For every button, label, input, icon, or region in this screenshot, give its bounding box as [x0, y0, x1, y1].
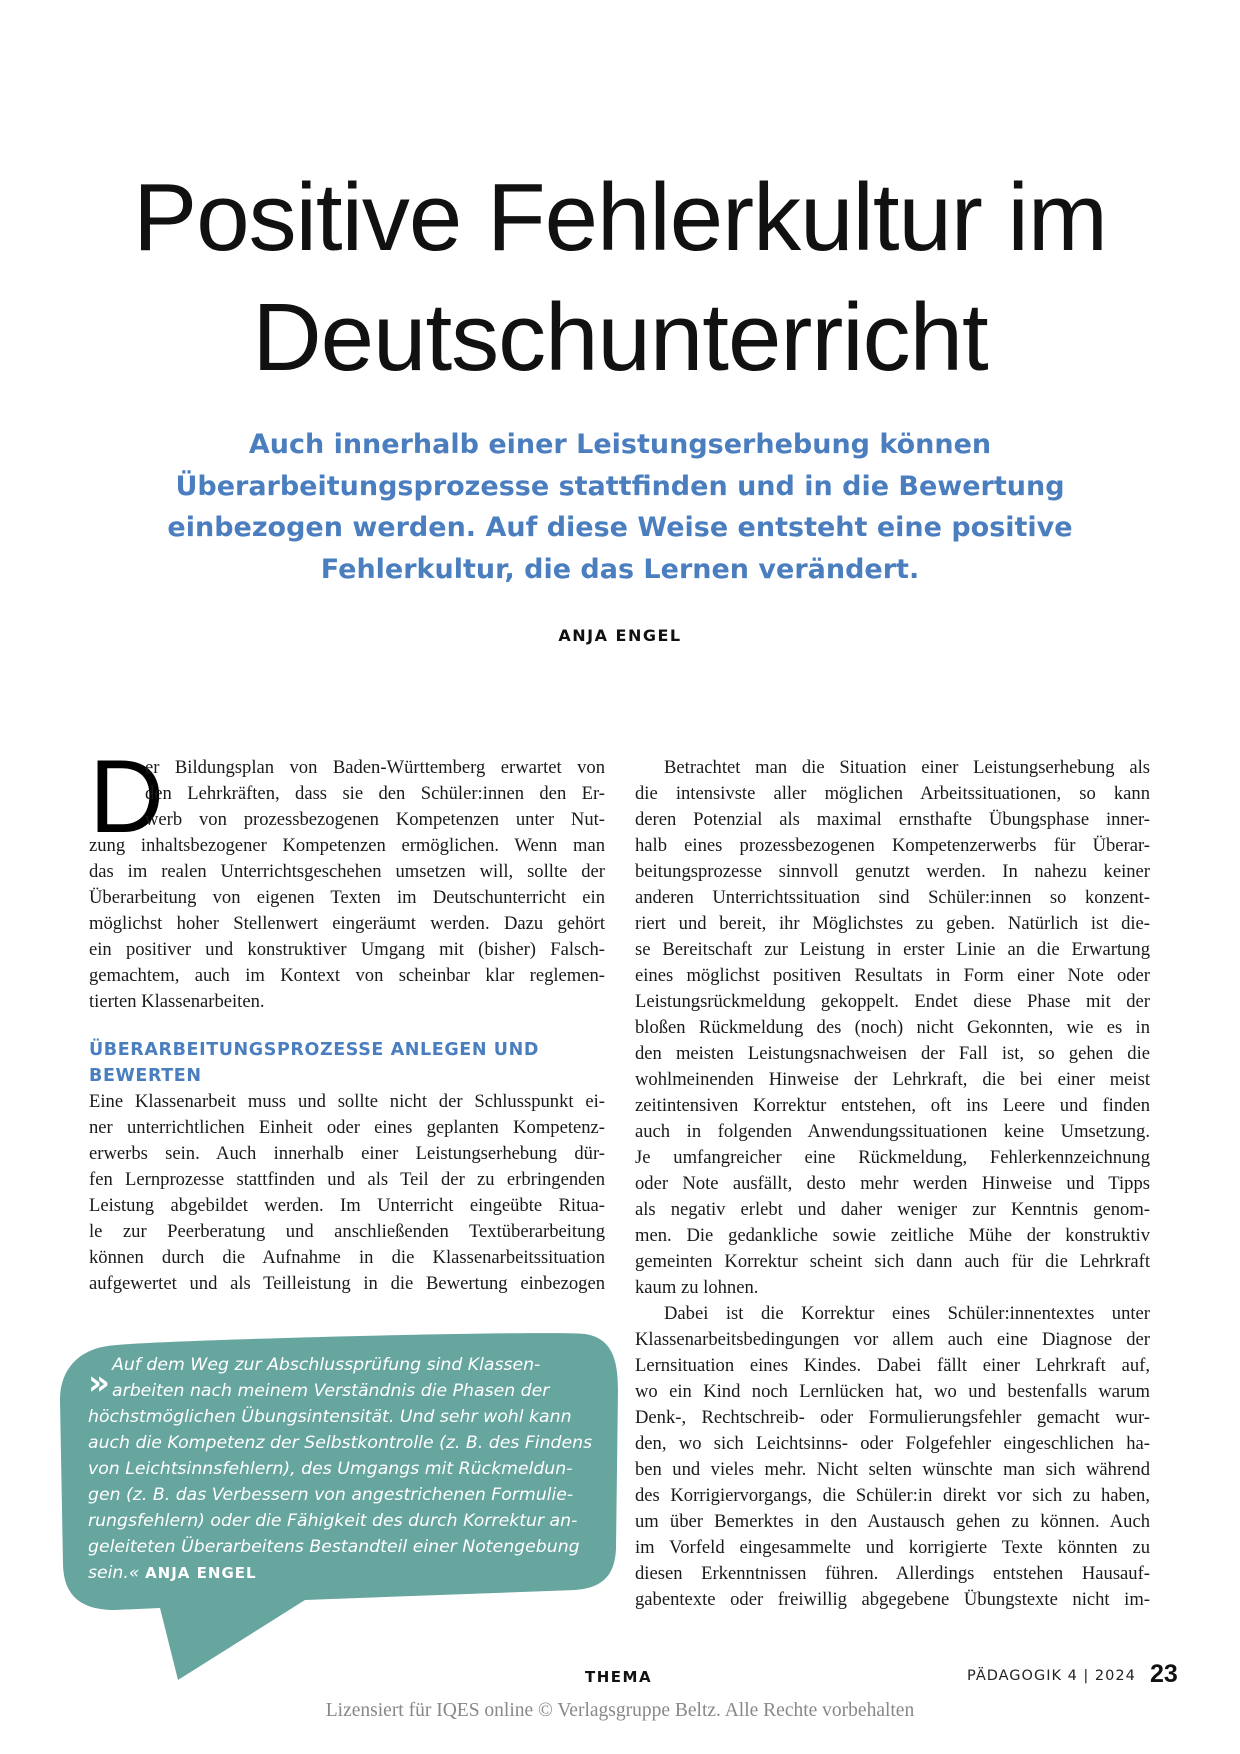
text-line: des Korrigiervorgangs, die Schüler:in direkt vor sich zu haben,	[635, 1485, 1150, 1506]
text-line: erwerbs sein. Auch innerhalb einer Leistungserhebung dür-	[89, 1143, 605, 1164]
text-line: ner unterrichtlichen Einheit oder eines geplanten Kompetenz-	[89, 1117, 605, 1138]
text-line: gemachtem, auch im Kontext von scheinbar klar reglemen-	[89, 965, 605, 986]
text-line: er Bildungsplan von Baden-Württemberg erwartet von	[145, 757, 605, 778]
quote-line: gen (z. B. das Verbessern von angestrichenen Formulie-	[88, 1485, 574, 1505]
text-line: im Vorfeld eingesammelte und korrigierte Texte könnten zu	[635, 1537, 1150, 1558]
text-line: le zur Peerberatung und anschließenden Textüberarbeitung	[89, 1221, 605, 1242]
quote-line: auch die Kompetenz der Selbstkontrolle (z. B. des Findens	[88, 1433, 593, 1453]
text-line: eines möglichst positiven Resultats in Form einer Note oder	[635, 965, 1150, 986]
text-line: men. Die gedankliche sowie zeitliche Mühe der konstruktiv	[635, 1225, 1150, 1246]
quote-open-icon: »	[88, 1363, 110, 1403]
page-number: 23	[1150, 1660, 1178, 1688]
quote-line: höchstmöglichen Übungsintensität. Und sehr wohl kann	[88, 1407, 572, 1427]
text-line: Lernsituation eines Kindes. Dabei fällt einer Lehrkraft auf,	[635, 1355, 1150, 1376]
text-line: ein positiver und konstruktiver Umgang mit (bisher) Falsch-	[89, 939, 605, 960]
text-line: ben und vieles mehr. Nicht selten wünschte man sich während	[635, 1459, 1150, 1480]
text-line: Denk-, Rechtschreib- oder Formulierungsfehler gemacht wur-	[635, 1407, 1150, 1428]
text-line: als negativ erlebt und daher weniger zur Kenntnis genom-	[635, 1199, 1150, 1220]
footer-magazine: PÄDAGOGIK 4 | 2024	[967, 1668, 1136, 1684]
text-line: anderen Unterrichtssituation sind Schüler:innen so konzent-	[635, 887, 1150, 908]
quote-line: arbeiten nach meinem Verständnis die Phasen der	[112, 1381, 550, 1401]
text-line: tierten Klassenarbeiten.	[89, 991, 265, 1012]
article-author: ANJA ENGEL	[558, 626, 682, 645]
quote-line: Auf dem Weg zur Abschlussprüfung sind Klassen-	[112, 1355, 541, 1375]
text-line: beitungsprozesse sinnvoll genutzt werden. In nahezu keiner	[635, 861, 1150, 882]
text-line: Leistung abgebildet werden. Im Unterricht eingeübte Ritua-	[89, 1195, 605, 1216]
quote-line: geleiteten Überarbeitens Bestandteil einer Notengebung	[88, 1537, 580, 1557]
text-line: auch in folgenden Anwendungssituationen keine Umsetzung.	[635, 1121, 1150, 1142]
text-line: deren Potenzial als maximal ernsthafte Übungsphase inner-	[635, 809, 1150, 830]
text-line: wo ein Kind noch Lernlücken hat, wo und bestenfalls warum	[635, 1381, 1150, 1402]
text-line: die intensivste aller möglichen Arbeitssituationen, so kann	[635, 783, 1150, 804]
pull-quote	[88, 1352, 608, 1586]
text-line: halb eines prozessbezogenen Kompetenzerwerbs für Überar-	[635, 835, 1150, 856]
quote-attribution: ANJA ENGEL	[145, 1564, 257, 1582]
text-line: aufgewertet und als Teilleistung in die Bewertung einbezogen	[89, 1273, 605, 1294]
text-line: riert und bereit, ihr Möglichstes zu geben. Natürlich ist die-	[635, 913, 1150, 934]
text-line: Dabei ist die Korrektur eines Schüler:innentextes unter	[664, 1303, 1150, 1324]
text-line: diesen Erkenntnissen führen. Allerdings entstehen Hausauf-	[635, 1563, 1150, 1584]
text-line: Leistungsrückmeldung gekoppelt. Endet diese Phase mit der	[635, 991, 1150, 1012]
subtitle-line: Fehlerkultur, die das Lernen verändert.	[320, 553, 920, 585]
text-line: oder Note ausfällt, desto mehr werden Hinweise und Tipps	[635, 1173, 1150, 1194]
text-line: Eine Klassenarbeit muss und sollte nicht der Schlusspunkt ei-	[89, 1091, 605, 1112]
text-line: gemeinten Korrektur scheint sich dann auch für die Lehrkraft	[635, 1251, 1150, 1272]
text-line: wohlmeinenden Hinweise der Lehrkraft, die bei einer meist	[635, 1069, 1150, 1090]
title-line: Deutschunterricht	[252, 284, 988, 391]
quote-line: von Leichtsinnsfehlern), des Umgangs mit Rückmeldun-	[88, 1459, 573, 1479]
text-line: können durch die Aufnahme in die Klassenarbeitssituation	[89, 1247, 605, 1268]
text-line: Je umfangreicher eine Rückmeldung, Fehlerkennzeichnung	[635, 1147, 1150, 1168]
text-line: se Bereitschaft zur Leistung in erster Linie an die Erwartung	[635, 939, 1150, 960]
text-line: das im realen Unterrichtsgeschehen umsetzen will, sollte der	[89, 861, 605, 882]
text-line: zung inhaltsbezogener Kompetenzen ermöglichen. Wenn man	[89, 835, 605, 856]
text-line: um über Bemerktes in den Austausch gehen zu können. Auch	[635, 1511, 1150, 1532]
subtitle-line: Überarbeitungsprozesse stattfinden und in die Bewertung	[175, 470, 1065, 502]
drop-cap: D	[89, 739, 165, 855]
text-line: möglichst hoher Stellenwert eingeräumt werden. Dazu gehört	[89, 913, 605, 934]
text-line: Klassenarbeitsbedingungen vor allem auch eine Diagnose der	[635, 1329, 1150, 1350]
text-line: den Lehrkräften, dass sie den Schüler:innen den Er-	[145, 783, 605, 804]
text-line: Überarbeitung von eigenen Texten im Deutschunterricht ein	[89, 887, 605, 908]
text-line: kaum zu lohnen.	[635, 1277, 759, 1298]
license-notice: Lizensiert für IQES online © Verlagsgruppe Beltz. Alle Rechte vorbehalten	[325, 1700, 915, 1721]
subtitle-line: Auch innerhalb einer Leistungserhebung können	[248, 429, 992, 460]
text-line: zeitintensiven Korrektur entstehen, oft ins Leere und finden	[635, 1095, 1150, 1116]
text-line: Betrachtet man die Situation einer Leistungserhebung als	[664, 757, 1150, 778]
text-line: werb von prozessbezogenen Kompetenzen unter Nut-	[145, 809, 605, 830]
text-line: bloßen Rückmeldung des (noch) nicht Gekonnten, wie es in	[635, 1017, 1150, 1038]
text-line: fen Lernprozesse stattfinden und als Teil der zu erbringenden	[89, 1169, 605, 1190]
subtitle-line: einbezogen werden. Auf diese Weise entsteht eine positive	[167, 512, 1073, 543]
quote-line: rungsfehlern) oder die Fähigkeit des durch Korrektur an-	[88, 1511, 578, 1531]
title-line: Positive Fehlerkultur im	[133, 164, 1107, 271]
text-line: gabentexte oder freiwillig abgegebene Übungstexte nicht im-	[635, 1589, 1150, 1610]
quote-line: sein.«	[88, 1563, 140, 1583]
section-heading: ÜBERARBEITUNGSPROZESSE ANLEGEN UND	[89, 1040, 539, 1060]
text-line: den, wo sich Leichtsinns- oder Folgefehler eingeschlichen ha-	[635, 1433, 1150, 1454]
footer-section: THEMA	[585, 1668, 653, 1686]
section-heading: BEWERTEN	[89, 1066, 202, 1086]
text-line: den meisten Leistungsnachweisen der Fall ist, so gehen die	[635, 1043, 1150, 1064]
